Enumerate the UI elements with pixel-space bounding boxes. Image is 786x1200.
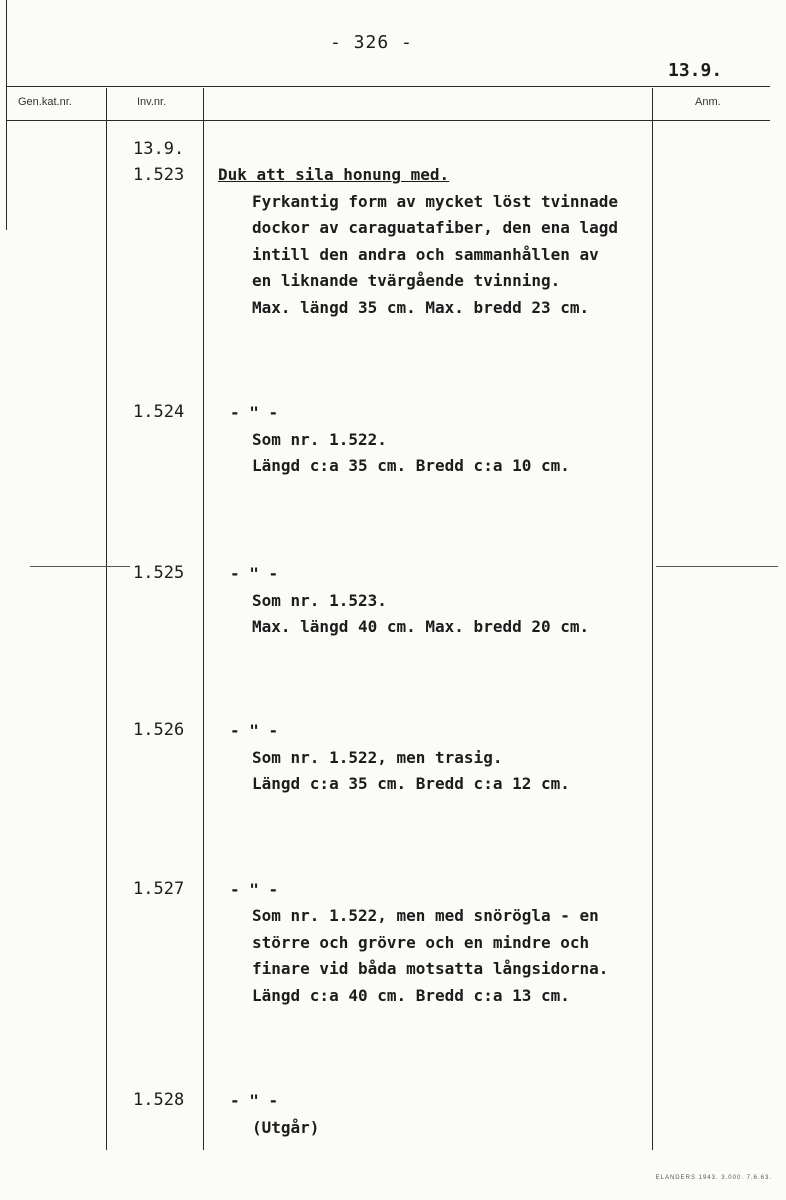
column-header-gen-kat-nr: Gen.kat.nr.: [18, 96, 72, 108]
column-header-anm: Anm.: [695, 96, 721, 108]
ditto-mark: - " -: [230, 880, 279, 899]
entry-line: dockor av caraguatafiber, den ena lagd: [252, 218, 619, 237]
entry-line: Längd c:a 35 cm. Bredd c:a 12 cm.: [252, 774, 570, 793]
entry-line: Som nr. 1.522, men med snörögla - en: [252, 906, 599, 925]
inv-number: 1.527: [133, 879, 185, 899]
entry-line: Max. längd 40 cm. Max. bredd 20 cm.: [252, 617, 590, 636]
inv-number: 1.524: [133, 402, 185, 422]
inv-number: 13.9.: [133, 139, 185, 159]
fold-line-right: [656, 566, 778, 567]
entry-line: en liknande tvärgående tvinning.: [252, 271, 561, 290]
column-divider-text-anm: [652, 88, 653, 1150]
entry-line: Längd c:a 35 cm. Bredd c:a 10 cm.: [252, 456, 570, 475]
header-bottom-rule: [6, 120, 770, 121]
entry-line: (Utgår): [252, 1118, 320, 1137]
inv-number: 1.528: [133, 1090, 185, 1110]
entry-line: finare vid båda motsatta långsidorna.: [252, 959, 609, 978]
header-top-rule: [6, 86, 770, 87]
ditto-mark: - " -: [230, 721, 279, 740]
inv-number: 1.525: [133, 563, 185, 583]
printer-mark: ELANDERS 1943. 3.000. 7.6.63.: [655, 1175, 772, 1181]
ditto-mark: - " -: [230, 564, 279, 583]
section-code: 13.9.: [668, 60, 723, 81]
column-header-inv-nr: Inv.nr.: [137, 96, 167, 108]
page-number: - 326 -: [330, 32, 413, 53]
column-divider-gen-inv: [106, 88, 107, 1150]
entry-line: Längd c:a 40 cm. Bredd c:a 13 cm.: [252, 986, 570, 1005]
fold-line-left: [30, 566, 130, 567]
column-divider-inv-text: [203, 88, 204, 1150]
entry-line: Som nr. 1.523.: [252, 591, 387, 610]
inv-number: 1.523: [133, 165, 185, 185]
entry-line: Fyrkantig form av mycket löst tvinnade: [252, 192, 619, 211]
entry-line: större och grövre och en mindre och: [252, 933, 590, 952]
entry-line: intill den andra och sammanhållen av: [252, 245, 599, 264]
entry-title: Duk att sila honung med.: [218, 165, 450, 184]
entry-line: Som nr. 1.522, men trasig.: [252, 748, 503, 767]
inv-number: 1.526: [133, 720, 185, 740]
ditto-mark: - " -: [230, 403, 279, 422]
entry-line: Som nr. 1.522.: [252, 430, 387, 449]
entry-line: Max. längd 35 cm. Max. bredd 23 cm.: [252, 298, 590, 317]
left-margin-line: [6, 0, 7, 230]
ditto-mark: - " -: [230, 1091, 279, 1110]
